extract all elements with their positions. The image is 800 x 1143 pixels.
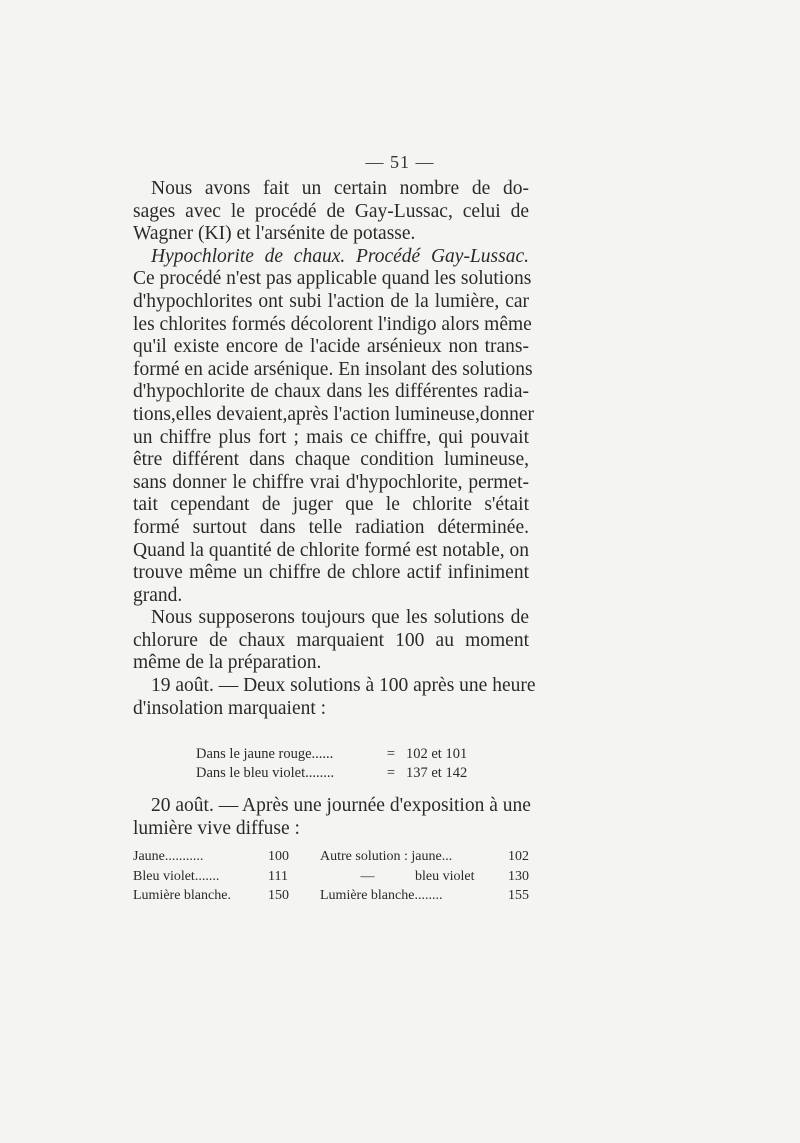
- text-line: être différent dans chaque condition lumineuse,: [133, 449, 529, 471]
- text-line: tait cependant de juger que le chlorite s'était: [133, 494, 529, 516]
- table-cell: Lumière blanche........: [320, 888, 443, 903]
- text-line: lumière vive diffuse :: [133, 817, 300, 839]
- table-cell: Bleu violet.......: [133, 868, 220, 884]
- text-line: tions,elles devaient,après l'action lumineuse,donner: [133, 403, 534, 425]
- page-number: — 51 —: [365, 152, 435, 172]
- text-line: trouve même un chiffre de chlore actif infiniment: [133, 562, 529, 584]
- text-line: sans donner le chiffre vrai d'hypochlorite, permet-: [133, 471, 529, 493]
- ditto-dash: —: [360, 868, 375, 884]
- text-line: un chiffre plus fort ; mais ce chiffre, qui pouvait: [133, 426, 529, 448]
- measurement-label: Dans le jaune rouge......: [196, 746, 334, 762]
- measurement-row: [196, 745, 467, 764]
- table-row: [133, 867, 529, 887]
- table-cell: 150: [268, 888, 289, 903]
- text-line: Nous supposerons toujours que les solutions de: [151, 607, 529, 629]
- text-line: d'insolation marquaient :: [133, 697, 327, 719]
- table-cell: Lumière blanche.: [133, 888, 231, 903]
- text-line: Nous avons fait un certain nombre de do-: [151, 178, 529, 199]
- table-cell: 130: [508, 868, 529, 884]
- text-line: formé en acide arsénique. En insolant des solutions: [133, 358, 533, 380]
- table-cell: 102: [508, 849, 529, 864]
- main-text: [133, 178, 536, 720]
- equals-sign: =: [386, 746, 396, 762]
- results-table: [133, 847, 529, 906]
- table-cell: 100: [268, 849, 289, 864]
- table-cell: Autre solution : jaune...: [320, 849, 453, 864]
- measurement-row: [196, 764, 467, 783]
- text-line: sages avec le procédé de Gay-Lussac, celui de: [133, 200, 529, 222]
- text-line: 19 août. — Deux solutions à 100 après une heure: [151, 675, 536, 697]
- table-row: [133, 847, 529, 867]
- table-cell: 155: [508, 888, 529, 903]
- section-heading: Hypochlorite de chaux. Procédé Gay-Lussac.: [151, 245, 529, 267]
- table-cell: [320, 867, 500, 887]
- table-cell: Jaune...........: [133, 849, 204, 864]
- text-line: formé surtout dans telle radiation déterminée.: [133, 516, 529, 538]
- text-line: chlorure de chaux marquaient 100 au moment: [133, 629, 529, 651]
- equals-sign: =: [386, 765, 396, 781]
- text-line: 20 août. — Après une journée d'exposition à une: [151, 795, 531, 816]
- measurement-label: Dans le bleu violet........: [196, 765, 335, 781]
- text-line: les chlorites formés décolorent l'indigo alors même: [133, 313, 532, 335]
- text-line: grand.: [133, 584, 183, 606]
- table-row: [133, 886, 529, 906]
- text-line: qu'il existe encore de l'acide arsénieux non trans-: [133, 336, 529, 358]
- measurement-value: 137 et 142: [406, 765, 468, 781]
- text-line: même de la préparation.: [133, 652, 322, 674]
- table-cell-text: bleu violet: [415, 868, 475, 884]
- table-cell: 111: [268, 868, 288, 884]
- measurement-value: 102 et 101: [406, 746, 468, 762]
- main-text-continued: [133, 795, 529, 840]
- text-line: d'hypochlorites ont subi l'action de la lumière, car: [133, 290, 529, 312]
- text-line: Quand la quantité de chlorite formé est notable, on: [133, 539, 529, 561]
- text-line: d'hypochlorite de chaux dans les différentes radia-: [133, 381, 529, 403]
- text-line: Ce procédé n'est pas applicable quand les solutions: [133, 268, 532, 290]
- text-line: Wagner (KI) et l'arsénite de potasse.: [133, 223, 416, 245]
